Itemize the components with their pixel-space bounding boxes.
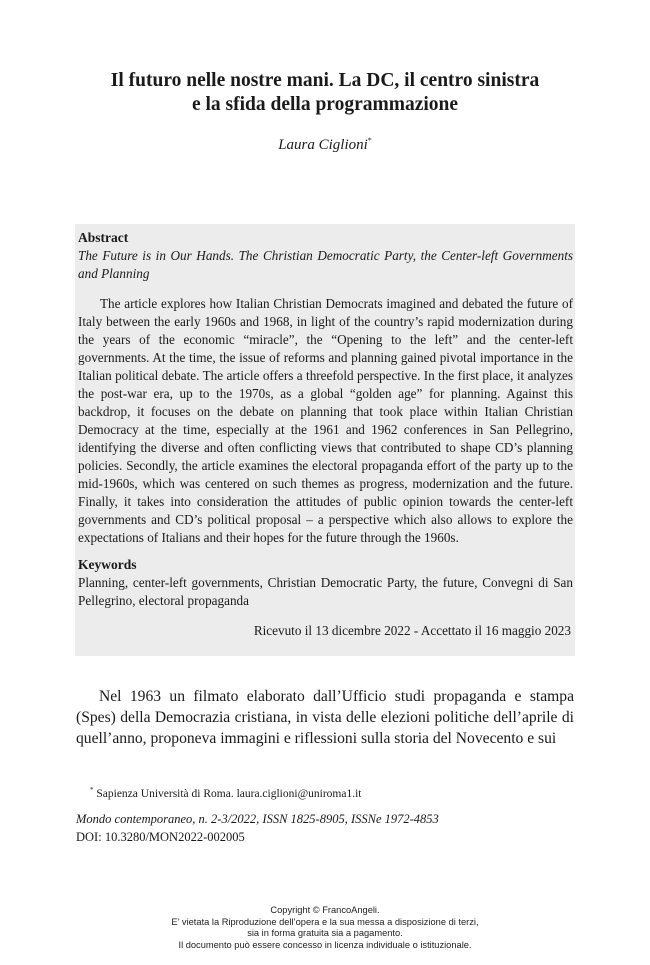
keywords-heading: Keywords xyxy=(78,557,137,572)
footnote-text: Sapienza Università di Roma. laura.ciglioni@uniroma1.it xyxy=(96,787,362,800)
footnote xyxy=(90,786,362,800)
abstract-heading: Abstract xyxy=(78,230,129,245)
abstract-english-title: The Future is in Our Hands. The Christian Democratic Party, the Center-left Governments and Planning xyxy=(78,248,573,281)
footnote-mark: * xyxy=(90,786,94,794)
copyright-line-3: sia in forma gratuita sia a pagamento. xyxy=(247,928,403,938)
author-name: Laura Ciglioni xyxy=(278,137,368,153)
journal-citation: Mondo contemporaneo, n. 2-3/2022, ISSN 1825-8905, ISSNe 1972-4853 xyxy=(76,812,439,826)
copyright-notice xyxy=(0,905,650,951)
title-line-2: e la sfida della programmazione xyxy=(191,94,459,115)
received-accepted-dates: Ricevuto il 13 dicembre 2022 - Accettato il 16 maggio 2023 xyxy=(253,623,571,638)
article-title xyxy=(70,69,580,117)
journal-info xyxy=(76,810,439,846)
title-line-1: Il futuro nelle nostre mani. La DC, il centro sinistra xyxy=(110,70,540,91)
main-text-paragraph: Nel 1963 un filmato elaborato dall’Ufficio studi propaganda e stampa (Spes) della Democrazia cristiana, in vista delle elezioni politiche dell’aprile di quell’anno, proponeva immagini e riflessioni sulla storia del Novecento e sui xyxy=(76,688,574,747)
abstract-box xyxy=(75,224,575,656)
copyright-line-4: Il documento può essere concesso in licenza individuale o istituzionale. xyxy=(178,939,472,950)
keywords-text: Planning, center-left governments, Christian Democratic Party, the future, Convegni di San Pellegrino, electoral propaganda xyxy=(78,575,573,608)
abstract-body: The article explores how Italian Christian Democrats imagined and debated the future of Italy between the early 1960s and 1968, in light of the country’s rapid modernization during the years of the economic “miracle”, the “Opening to the left” and the center-left governments. At the time, the issue of reforms and planning gained pivotal importance in the Italian political debate. The article offers a threefold perspective. In the first place, it analyzes the post-war era, up to the 1970s, as a global “golden age” for planning. Against this backdrop, it focuses on the debate on planning that took place within Italian Christian Democracy at the time, especially at the 1961 and 1962 conferences in San Pellegrino, identifying the diverse and often conflicting views that contributed to shape CD’s planning policies. Secondly, the article examines the electoral propaganda effort of the party up to the mid-1960s, which was centered on such themes as progress, modernization and the future. Finally, it takes into consideration the attitudes of public opinion towards the center-left governments and CD’s political proposal – a perspective which also allows to explore the expectations of Italians and their hopes for the future through the 1960s. xyxy=(78,296,573,545)
copyright-line-2: E’ vietata la Riproduzione dell’opera e la sua messa a disposizione di terzi, xyxy=(171,916,479,927)
author-footnote-mark: * xyxy=(367,136,372,145)
doi: DOI: 10.3280/MON2022-002005 xyxy=(76,830,245,844)
author xyxy=(0,136,650,154)
copyright-line-1: Copyright © FrancoAngeli. xyxy=(270,905,380,915)
